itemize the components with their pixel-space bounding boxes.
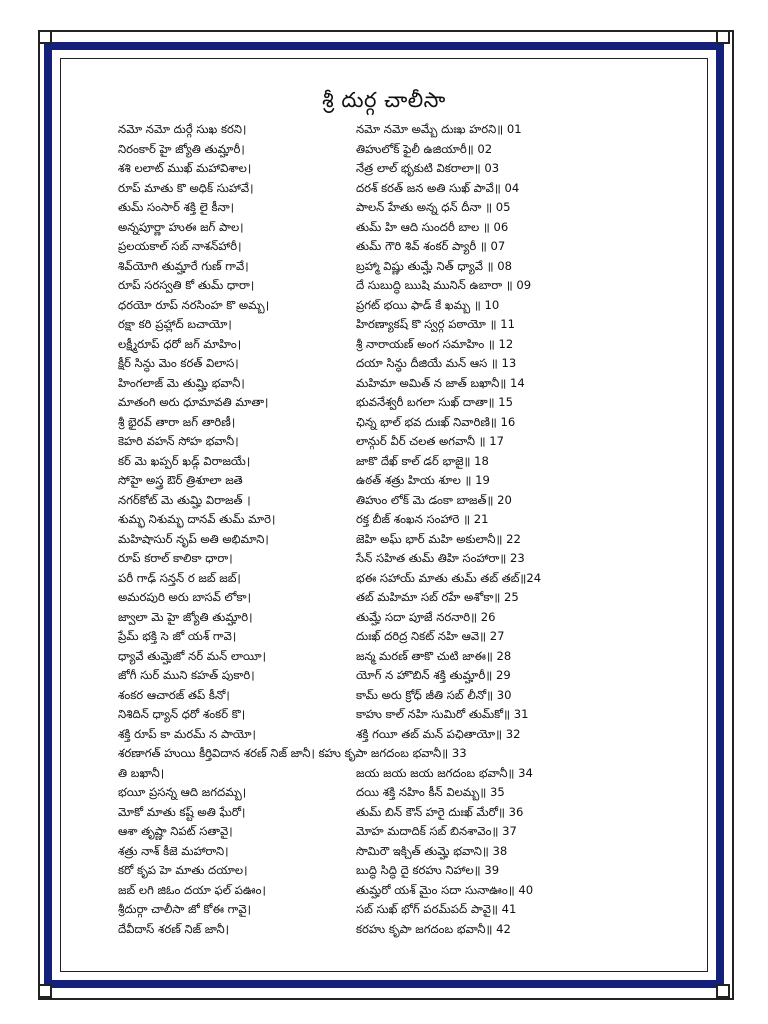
verse-second-half: తుమ్ బిన్ కౌన్ హరై దుఃఖ్ మేరో॥ 36 [356, 804, 524, 819]
verse-row [118, 179, 693, 199]
verse-first-half: రక్షా కరి ప్రహ్లాద్ బచాయో। [118, 317, 232, 331]
verse-second-half: తుమ్ గౌరి శివ్ శంకర్ ప్యారీ ॥ 07 [356, 239, 506, 253]
verse-row [118, 374, 693, 394]
verse-first-half: నగర్‌కోట్ మె తుమ్హి విరాజత్ । [118, 492, 251, 507]
verse-row [118, 881, 693, 901]
verse-row [118, 432, 693, 452]
verse-second-half: దయా సిన్ధు దీజియే మన్ ఆస ॥ 13 [356, 356, 517, 370]
verse-row [118, 315, 693, 335]
verse-row [118, 705, 693, 725]
verse-first-half: నిరంకార్ హై జ్యోతి తుమ్హారీ। [118, 141, 245, 156]
verse-row [118, 627, 693, 647]
verse-first-half: తి బఖానీ। [118, 765, 165, 780]
verse-row [118, 335, 693, 355]
verse-first-half: రూప్ కరాల్ కాలికా ధారా। [118, 551, 233, 565]
verse-first-half: శ్రీ భైరవ్ తారా జగ్ తారిణీ। [118, 414, 236, 429]
verse-row [118, 549, 693, 569]
verse-second-half: భువనేశ్వరీ బగలా సుఖ్ దాతా॥ 15 [356, 395, 514, 409]
verse-row [118, 510, 693, 530]
verse-first-half: కర్ మె ఖప్పర్ ఖడ్గ్ విరాజయే। [118, 453, 251, 468]
verse-second-half: కామ్ అరు క్రోధ్ జీతి సబ్ లీనో॥ 30 [356, 687, 512, 702]
verse-list [118, 120, 693, 939]
verse-row [118, 803, 693, 823]
verse-first-half: మాతంగి అరు ధూమావతి మాతా। [118, 395, 269, 409]
verse-row [118, 491, 693, 511]
verse-first-half: జ్వాలా మె హై జ్యోతి తుమ్హారి। [118, 609, 253, 624]
verse-second-half: పాలన్ హేతు అన్న ధన్ దీనా ॥ 05 [356, 200, 511, 214]
verse-second-half [356, 744, 693, 764]
verse-row [118, 393, 693, 413]
verse-row [118, 471, 693, 491]
verse-first-half: ప్రేమ్ భక్తి సె జో యశ్ గావె। [118, 629, 237, 643]
verse-first-half: శశి లలాట్ ముఖ్ మహావిశాల। [118, 161, 252, 175]
verse-first-half: భయీ ప్రసన్న ఆది జగదమ్బ। [118, 785, 247, 799]
verse-row [118, 257, 693, 277]
verse-first-half: శక్తి రూప్ కా మరమ్ న పాయో। [118, 726, 256, 741]
verse-second-half: లాన్గుర్ వీర్ చలత అగవానీ ॥ 17 [356, 434, 505, 448]
verse-second-half: జాకొ దేఖ్ కాల్ డర్ భాజై॥ 18 [356, 453, 489, 468]
verse-first-half: మహిషాసుర్ నృప్ అతి అభిమాని। [118, 531, 269, 546]
verse-second-half: తుమ్ హి ఆది సుందరీ బాల ॥ 06 [356, 219, 509, 234]
verse-second-half: తిహుం లోక్ మె డంకా బాజత్॥ 20 [356, 492, 512, 507]
verse-row [118, 647, 693, 667]
verse-row [118, 218, 693, 238]
verse-first-half: దేవీదాస్ శరణ్ నిజ్ జానీ। [118, 921, 230, 936]
verse-second-half: ఉఠత్ శత్రు హియ శూల ॥ 19 [356, 473, 490, 487]
verse-row [118, 783, 693, 803]
verse-row [118, 198, 693, 218]
verse-second-half: యోగ్ న హొబిన్ శక్తి తుమ్హారీ॥ 29 [356, 668, 511, 682]
verse-row [118, 140, 693, 160]
verse-first-half: జోగీ సుర్ ముని కహత్ పుకారి। [118, 668, 255, 682]
verse-row [118, 452, 693, 472]
verse-row [118, 237, 693, 257]
verse-first-half: తుమ్ సంసార్ శక్తి లై కీనా। [118, 200, 235, 214]
corner-top-right [716, 30, 730, 44]
verse-first-half: జబ్ లగి జిఓం దయా ఫల్ పఊం। [118, 882, 266, 897]
verse-second-half: సొమిరౌ ఇక్చిత్ తుమ్హె భవాని॥ 38 [356, 843, 508, 858]
verse-second-half: తిహులోక్ ఫైలీ ఉజియారీ॥ 02 [356, 141, 493, 156]
verse-row [118, 276, 693, 296]
blue-frame-top [52, 42, 716, 50]
corner-top-left [38, 30, 52, 44]
corner-bottom-right [716, 984, 730, 998]
verse-second-half: తుమ్హే సదా పూజే నరనారి॥ 26 [356, 609, 496, 624]
verse-second-half: బుద్ధి సిద్ధి దై కరహు నిహాల॥ 39 [356, 863, 500, 877]
verse-first-half: హింగలాజ్ మె తుమ్హి భవానీ। [118, 375, 245, 390]
verse-first-half: మోకో మాతు కష్ట్ అతి ఘేరో। [118, 804, 246, 819]
verse-row [118, 842, 693, 862]
verse-row [118, 530, 693, 550]
verse-second-half: దుఃఖ్ దరిద్ర నికట్ నహి ఆవె॥ 27 [356, 629, 505, 643]
verse-row [118, 764, 693, 784]
verse-first-half: పరీ గాఢ్ సన్తన్ ర జబ్ జబ్। [118, 570, 241, 585]
verse-first-half: శ్రీదుర్గా చాలీసా జో కోఈ గావై। [118, 902, 251, 916]
verse-first-half: లక్ష్మీరూప్ ధరో జగ్ మాహిం। [118, 336, 242, 351]
blue-frame-right [716, 42, 724, 988]
verse-first-half: ధ్యావే తుమ్హెజో నర్ మన్ లాయీ। [118, 648, 267, 663]
verse-second-half: రక్త బీజ్ శంఖన సంహారె ॥ 21 [356, 512, 489, 526]
verse-second-half: కాహు కాల్ నహి సుమిరో తుమ్‌కో॥ 31 [356, 707, 529, 721]
verse-first-half: ప్రలయకాల్ సబ్ నాశన్‌హారీ। [118, 239, 242, 253]
verse-second-half: మోహ మదాదిక్ సబ్ బినశావెం॥ 37 [356, 824, 517, 838]
verse-row [118, 920, 693, 940]
verse-row [118, 588, 693, 608]
verse-first-half: క్షీర్ సిన్ధు మెం కరత్ విలాస। [118, 356, 239, 370]
verse-second-half: తుమ్హరో యశ్ మైం సదా సునాఊం॥ 40 [356, 882, 534, 897]
page-title: శ్రీ దుర్గ చాలీసా [322, 88, 446, 112]
verse-first-half: అన్నపూర్ణా హుఈ జగ్ పాల। [118, 219, 244, 234]
verse-first-half: శంకర ఆచారజ్ తప్ కీనో। [118, 687, 230, 702]
verse-row [118, 666, 693, 686]
corner-bottom-left [38, 984, 52, 998]
verse-second-half: జెహి అఘ్ భార్ మహి అకులానీ॥ 22 [356, 531, 521, 546]
verse-row [118, 608, 693, 628]
verse-first-half: అమరపురి అరు బాసవ్ లోకా। [118, 590, 251, 604]
verse-second-half: జయ జయ జయ జగదంబ భవానీ॥ 34 [356, 765, 533, 780]
verse-second-half: మహిమా అమిత్ న జాత్ బఖానీ॥ 14 [356, 375, 525, 390]
verse-row [118, 822, 693, 842]
verse-row [118, 861, 693, 881]
verse-row [118, 120, 693, 140]
verse-second-half: బ్రహ్మా విష్ణు తుమ్హే నిత్ ధ్యావే ॥ 08 [356, 258, 513, 273]
verse-second-half: ప్రగట్ భయి ఫాడ్ కే ఖమ్బ ॥ 10 [356, 297, 500, 312]
verse-second-half: శ్రీ నారాయణ్ అంగ సమాహిం ॥ 12 [356, 336, 514, 351]
verse-row [118, 744, 693, 764]
verse-second-half: భఈ సహాయ్ మాతు తుమ్ తబ్ తబ్॥24 [356, 570, 542, 585]
verse-row [118, 569, 693, 589]
verse-first-half: కరో కృప హె మాతు దయాల। [118, 863, 248, 877]
verse-second-half: కరహు కృపా జగదంబ భవానీ॥ 42 [356, 921, 511, 936]
verse-first-half: శరణాగత్ హుయి కీర్తివిదాన శరణ్ నిజ్ జానీ। కహు కృపా జగదంబ భవానీ॥ 33 [118, 746, 467, 760]
verse-second-half: తబ్ మహిమా సబ్ రహే అశోకా॥ 25 [356, 590, 519, 604]
verse-first-half: సోహై అస్త్ర ఔర్ త్రిశూలా జతె [118, 473, 243, 487]
verse-first-half: ధరయో రూప్ నరసింహ కొ అమ్బ। [118, 297, 270, 312]
verse-first-half: శుమ్భ నిశుమ్భ దానవ్ తుమ్ మారె। [118, 512, 276, 526]
verse-second-half: శక్తి గయీ తబ్ మన్ పఛితాయో॥ 32 [356, 726, 521, 741]
verse-second-half: ఛిన్న భాల్ భవ దుఃఖ్ నివారిణి॥ 16 [356, 414, 516, 429]
verse-row [118, 686, 693, 706]
verse-first-half: శివ్‌యోగి తుమ్హారే గుణ్ గావే। [118, 258, 249, 273]
verse-second-half: దరశ్ కరత్ జన అతి సుఖ్ పావే॥ 04 [356, 180, 520, 195]
verse-first-half: ఆశా తృష్ణా నిపట్ సతావై। [118, 824, 233, 838]
verse-second-half: నేత్ర లాల్ భృకుటి వికరాలా॥ 03 [356, 161, 500, 175]
verse-second-half: సబ్ సుఖ్ భోగ్ పరమ్‌పద్ పావై॥ 41 [356, 902, 517, 916]
verse-second-half: నమో నమో అమ్బే దుఃఖ హరని॥ 01 [356, 122, 522, 136]
verse-row [118, 413, 693, 433]
verse-first-half: కెహరి వహన్ సోహ భవానీ। [118, 434, 239, 448]
verse-first-half: నమో నమో దుర్గే సుఖ కరని। [118, 122, 247, 136]
verse-second-half: హిరణ్యాకష్ కొ స్వర్గ పఠాయో ॥ 11 [356, 317, 515, 331]
blue-frame-left [44, 42, 52, 988]
verse-first-half: శత్రు నాశ్ కీజె మహారాని। [118, 843, 229, 858]
verse-second-half: దయి శక్తి నహిం కీన్ విలమ్బ॥ 35 [356, 785, 505, 799]
blue-frame-bottom [52, 980, 716, 988]
verse-first-half: నిశిదిన్ ధ్యాన్ ధరో శంకర్ కొ। [118, 707, 246, 721]
verse-first-half: రూప్ సరస్వతి కో తుమ్ ధారా। [118, 278, 255, 292]
verse-row [118, 725, 693, 745]
verse-first-half: రూప్ మాతు కొ అధిక్ సుహావే। [118, 180, 254, 195]
verse-row [118, 159, 693, 179]
verse-second-half: దే సుబుద్ధి ఋషి మునిన్ ఉబారా ॥ 09 [356, 278, 532, 292]
verse-row [118, 354, 693, 374]
verse-row [118, 900, 693, 920]
verse-second-half: సేన్ సహిత తుమ్ తిహి సంహారా॥ 23 [356, 551, 525, 565]
verse-row [118, 296, 693, 316]
verse-second-half: జన్మ మరణ్ తాకొ చుటి జాఈ॥ 28 [356, 648, 512, 663]
